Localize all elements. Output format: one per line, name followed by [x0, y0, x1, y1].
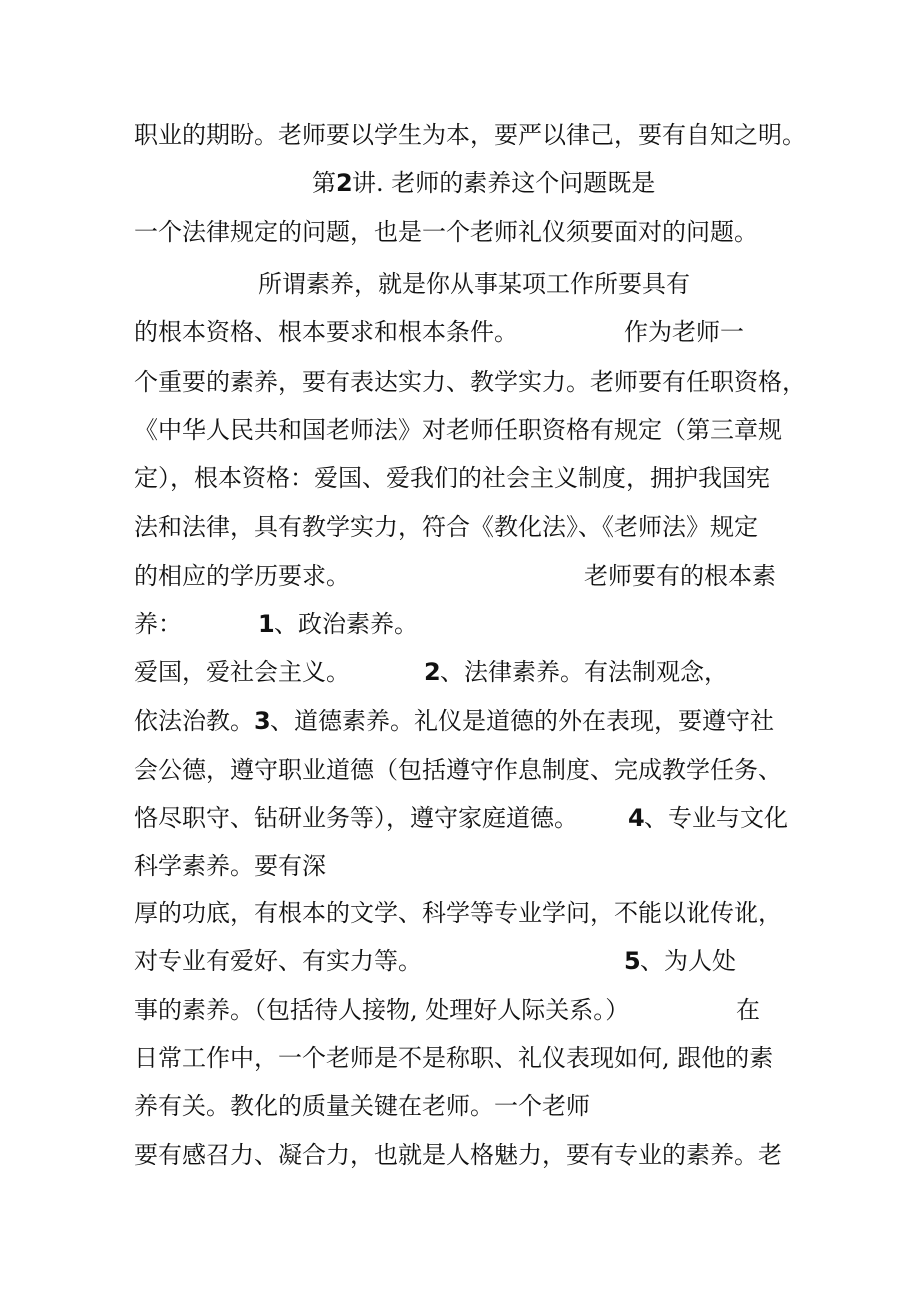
line-text: 个重要的素养，要有表达实力、教学实力。老师要有任职资格，	[134, 368, 806, 396]
line-text: 、道德素养。礼仪是道德的外在表现，要遵守社	[270, 707, 774, 735]
line-text: 的根本资格、根本要求和根本条件。	[134, 318, 518, 346]
line-text: 厚的功底，有根本的文学、科学等专业学问，不能以讹传讹，	[134, 899, 782, 927]
item-number: 1	[258, 610, 275, 638]
line-text: 、法律素养。有法制观念，	[440, 658, 728, 686]
item-number: 5	[624, 947, 641, 975]
line-text: 科学素养。要有深	[134, 852, 326, 880]
item-number: 3	[254, 707, 271, 735]
line-text: 定），根本资格：爱国、爱我们的社会主义制度，拥护我国宪	[134, 464, 770, 492]
line-text: 所谓素养，就是你从事某项工作所要具有	[258, 270, 690, 298]
line-text: 恪尽职守、钻研业务等），遵守家庭道德。	[134, 804, 578, 832]
item-number: 4	[628, 804, 645, 832]
line-text: 日常工作中，一个老师是不是称职、礼仪表现如何, 跟他的素	[134, 1044, 774, 1072]
line-text: 职业的期盼。老师要以学生为本，要严以律己，要有自知之明。	[134, 121, 806, 149]
line-text: 对专业有爱好、有实力等。	[134, 947, 422, 975]
line-text: 在	[736, 996, 760, 1024]
line-text: 第	[312, 169, 336, 197]
line-text: 老师要有的根本素	[584, 562, 776, 590]
line-text: 依法治教。	[134, 707, 254, 735]
line-text: 养：	[134, 610, 182, 638]
line-text: 事的素养。（包括待人接物, 处理好人际关系。）	[134, 996, 630, 1024]
lecture-number: 2	[336, 169, 353, 197]
line-text: 要有感召力、凝合力，也就是人格魅力，要有专业的素养。老	[134, 1141, 782, 1169]
line-text: 、为人处	[640, 947, 736, 975]
line-text: 《中华人民共和国老师法》对老师任职资格有规定（第三章规	[134, 416, 782, 444]
item-number: 2	[424, 658, 441, 686]
line-text: 法和法律，具有教学实力，符合《教化法》、《老师法》规定	[134, 513, 758, 541]
line-text: 、专业与文化	[644, 804, 788, 832]
line-text: 作为老师一	[624, 318, 744, 346]
line-text: 一个法律规定的问题，也是一个老师礼仪须要面对的问题。	[134, 218, 758, 246]
line-text: 爱国，爱社会主义。	[134, 658, 350, 686]
line-text: 会公德，遵守职业道德（包括遵守作息制度、完成教学任务、	[134, 756, 782, 784]
line-text: 的相应的学历要求。	[134, 562, 350, 590]
line-text: 、政治素养。	[274, 610, 418, 638]
line-text: 讲. 老师的素养这个问题既是	[352, 169, 656, 197]
line-text: 养有关。教化的质量关键在老师。一个老师	[134, 1092, 590, 1120]
